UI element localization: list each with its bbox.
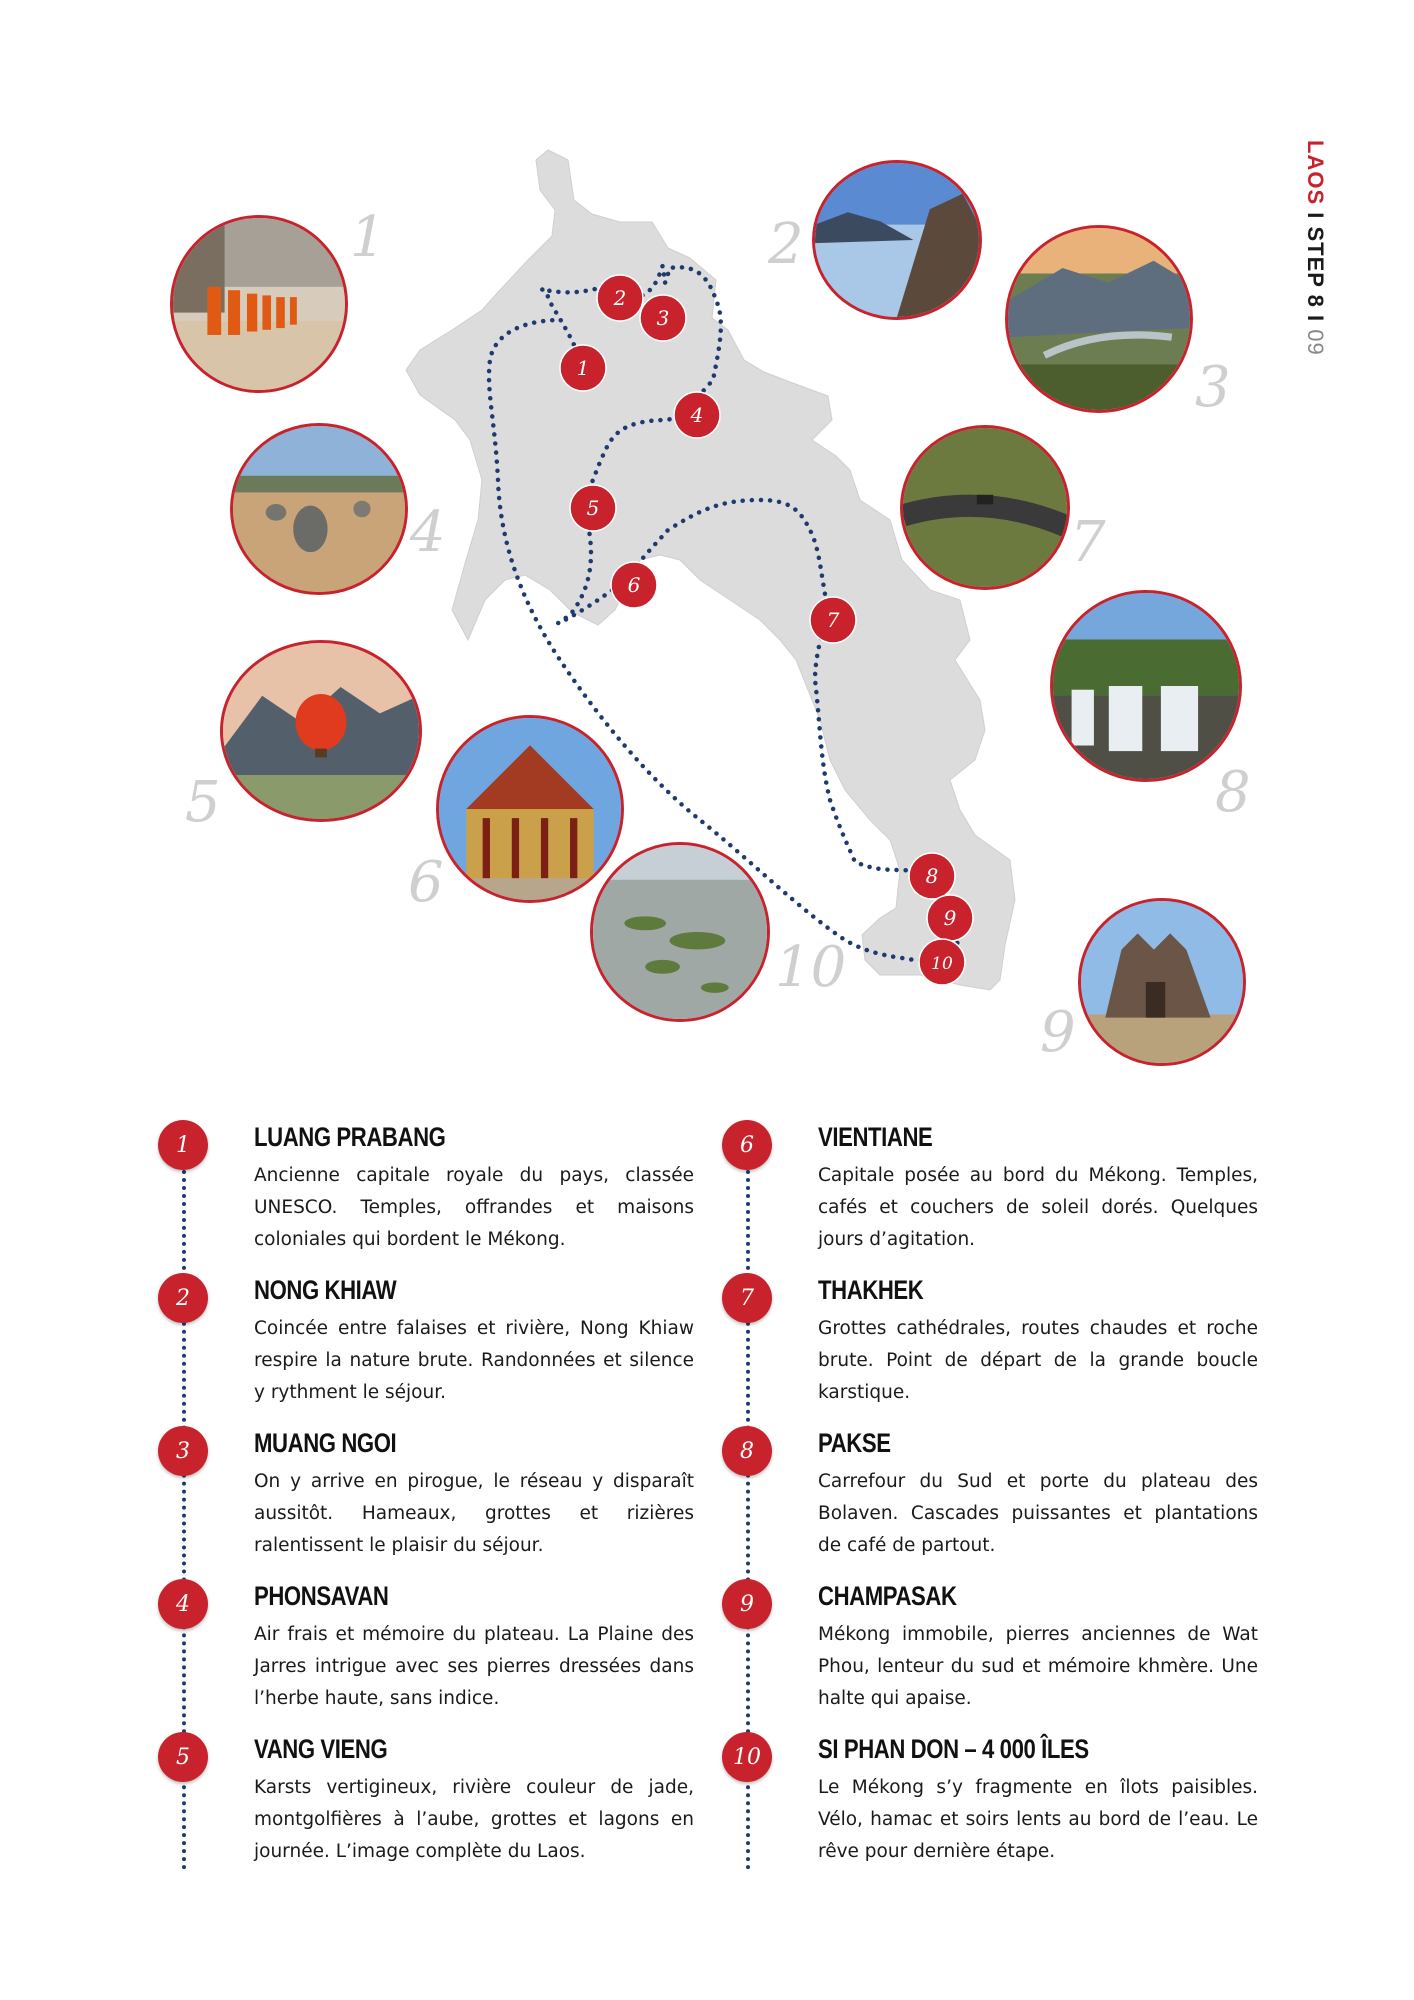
stop-badge: 6 (722, 1120, 772, 1170)
stop-description: Capitale posée au bord du Mékong. Temples, cafés et couchers de soleil dorés. Quelques jours d’agitation. (818, 1165, 1258, 1250)
photo-number-1: 1 (350, 205, 386, 270)
marker-label: 1 (576, 356, 590, 380)
map-marker-7 (810, 597, 856, 643)
marker-label: 4 (690, 403, 704, 427)
photo-number-4: 4 (410, 500, 446, 565)
stop-badge: 10 (722, 1732, 772, 1782)
stop-badge: 2 (158, 1273, 208, 1323)
map-marker-10 (919, 939, 965, 985)
photo-3 (1005, 225, 1193, 413)
road-photo (903, 428, 1067, 587)
photo-number-7: 7 (1070, 510, 1106, 575)
river-valley-photo (1008, 228, 1190, 410)
marker-label: 3 (656, 306, 670, 330)
stop-badge: 7 (722, 1273, 772, 1323)
stop-description: Grottes cathédrales, routes chaudes et roche brute. Point de départ de la grande boucle karstique. (818, 1318, 1258, 1403)
stop-badge: 8 (722, 1426, 772, 1476)
photo-4 (230, 423, 408, 595)
map-marker-4 (674, 392, 720, 438)
photo-number-9: 9 (1040, 1000, 1076, 1065)
stop-title: PAKSE (818, 1428, 891, 1458)
marker-label: 5 (586, 496, 600, 520)
photo-number-6: 6 (408, 850, 444, 915)
map-marker-3 (640, 295, 686, 341)
marker-label: 10 (931, 954, 953, 974)
stop-badge: 5 (158, 1732, 208, 1782)
stop-title: MUANG NGOI (254, 1428, 397, 1458)
stop-description: Mékong immobile, pierres anciennes de Wat Phou, lenteur du sud et mémoire khmère. Une halte qui apaise. (818, 1624, 1258, 1709)
map-marker-1 (560, 345, 606, 391)
islands-photo (593, 845, 767, 1019)
stop-badge: 4 (158, 1579, 208, 1629)
marker-label: 6 (627, 573, 641, 597)
marker-label: 7 (826, 608, 840, 632)
photo-number-3: 3 (1195, 355, 1231, 420)
map-marker-2 (597, 275, 643, 321)
stop-title: PHONSAVAN (254, 1581, 389, 1611)
photo-9 (1078, 898, 1246, 1066)
marker-label: 2 (613, 286, 627, 310)
stop-description: Carrefour du Sud et porte du plateau des Bolaven. Cascades puissantes et plantations de café de partout. (818, 1471, 1258, 1556)
photo-1 (170, 215, 348, 393)
country-label: LAOS (1303, 140, 1328, 206)
stop-badge: 9 (722, 1579, 772, 1629)
map-marker-8 (909, 853, 955, 899)
photo-10 (590, 842, 770, 1022)
marker-label: 8 (925, 864, 939, 888)
waterfall-photo (1053, 593, 1239, 779)
photo-2 (812, 160, 982, 320)
stop-title: NONG KHIAW (254, 1275, 397, 1305)
marker-label: 9 (943, 906, 957, 930)
stop-title: VANG VIENG (254, 1734, 388, 1764)
stop-description: Coincée entre falaises et rivière, Nong Khiaw respire la nature brute. Randonnées et silence y rythment le séjour. (254, 1318, 694, 1403)
hot-air-balloon-photo (223, 643, 419, 819)
photo-number-8: 8 (1215, 760, 1251, 825)
mountain-mist-photo (815, 163, 979, 317)
photo-6 (436, 715, 624, 903)
stop-badge: 1 (158, 1120, 208, 1170)
stop-title: SI PHAN DON – 4 000 ÎLES (818, 1734, 1089, 1764)
stop-description: Le Mékong s’y fragmente en îlots paisibles. Vélo, hamac et soirs lents au bord de l’eau. Le rêve pour dernière étape. (818, 1777, 1258, 1862)
stop-description: On y arrive en pirogue, le réseau y disparaît aussitôt. Hameaux, grottes et rizières ralentissent le plaisir du séjour. (254, 1471, 694, 1556)
stop-title: LUANG PRABANG (254, 1122, 446, 1152)
map-marker-9 (927, 895, 973, 941)
photo-number-10: 10 (775, 935, 847, 1000)
monks-photo (173, 218, 345, 390)
stop-description: Karsts vertigineux, rivière couleur de jade, montgolfières à l’aube, grottes et lagons en journée. L’image complète du Laos. (254, 1777, 694, 1862)
khmer-ruins-photo (1081, 901, 1243, 1063)
temple-photo (439, 718, 621, 900)
step-label: I STEP 8 I (1303, 205, 1328, 330)
stop-badge: 3 (158, 1426, 208, 1476)
photo-number-2: 2 (768, 212, 804, 277)
stop-description: Ancienne capitale royale du pays, classée UNESCO. Temples, offrandes et maisons coloniales qui bordent le Mékong. (254, 1165, 694, 1250)
map-marker-6 (611, 562, 657, 608)
plain-of-jars-photo (233, 426, 405, 592)
photo-5 (220, 640, 422, 822)
stop-title: CHAMPASAK (818, 1581, 957, 1611)
photo-7 (900, 425, 1070, 590)
stop-title: THAKHEK (818, 1275, 924, 1305)
map-marker-5 (570, 485, 616, 531)
photo-number-5: 5 (185, 770, 221, 835)
stop-title: VIENTIANE (818, 1122, 933, 1152)
stop-description: Air frais et mémoire du plateau. La Plaine des Jarres intrigue avec ses pierres dressées dans l’herbe haute, sans indice. (254, 1624, 694, 1709)
page-number: 09 (1303, 329, 1328, 356)
photo-8 (1050, 590, 1242, 782)
